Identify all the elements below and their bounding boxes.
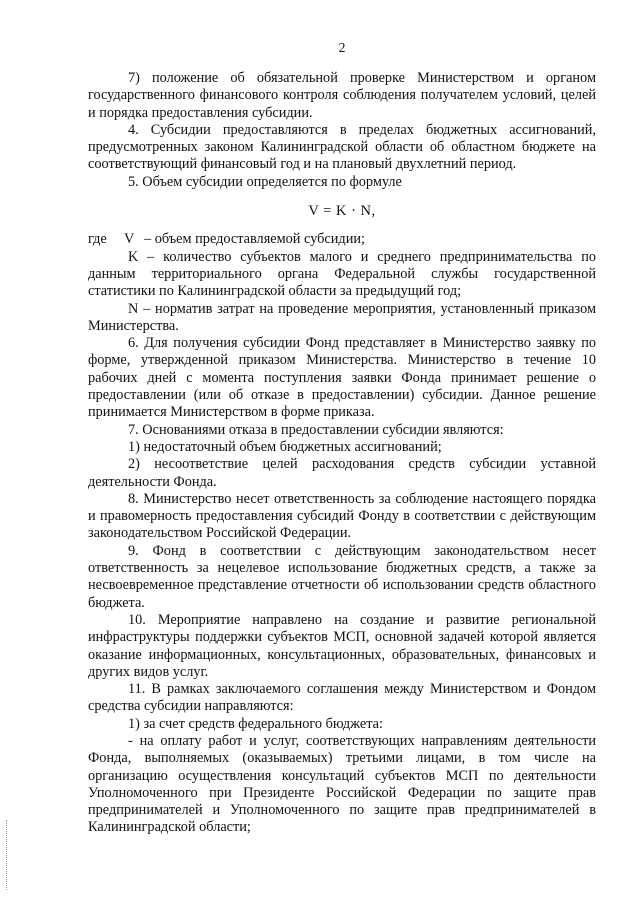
definition-v bbox=[88, 231, 596, 248]
paragraph-7-2: 2) несоответствие целей расходования средств субсидии уставной деятельности Фонда. bbox=[88, 456, 596, 490]
paragraph-11-1: 1) за счет средств федерального бюджета: bbox=[128, 715, 383, 732]
definition-k: K – количество субъектов малого и среднего предпринимательства по данным территориального органа Федеральной службы государственной статистики по Калининградской области за предыдущий год; bbox=[88, 248, 596, 300]
paragraph-5: 5. Объем субсидии определяется по формуле bbox=[128, 173, 402, 190]
paragraph-4: 4. Субсидии предоставляются в пределах бюджетных ассигнований, предусмотренных законом Калининградской области об областном бюджете на соответствующий финансовый год и на плановый двухлетний период. bbox=[88, 121, 596, 173]
document-body bbox=[88, 70, 596, 837]
definition-n: N – норматив затрат на проведение мероприятия, установленный приказом Министерства. bbox=[88, 300, 596, 334]
def-v-text: – объем предоставляемой субсидии; bbox=[144, 231, 365, 248]
paragraph-8: 8. Министерство несет ответственность за соблюдение настоящего порядка и правомерность предоставления субсидий Фонду в соответствии с действующим законодательством Российской Федерации. bbox=[88, 490, 596, 542]
paragraph-7-1: 1) недостаточный объем бюджетных ассигнований; bbox=[128, 438, 442, 455]
paragraph-10: 10. Мероприятие направлено на создание и развитие региональной инфраструктуры поддержки субъектов МСП, основной задачей которой является оказание информационных, консультационных, образовательных, финансовых и других видов услуг. bbox=[88, 611, 596, 680]
page-number: 2 bbox=[338, 41, 346, 56]
where-label: где bbox=[88, 231, 107, 248]
paragraph-9: 9. Фонд в соответствии с действующим законодательством несет ответственность за нецелевое использование бюджетных средств, а также за несвоевременное представление отчетности об использовании средств областного бюджета. bbox=[88, 542, 596, 611]
paragraph-11-dash: - на оплату работ и услуг, соответствующих направлениям деятельности Фонда, выполняемых (оказываемых) третьими лицами, в том числе на организацию осуществления консультаций субъектов МСП по деятельности Уполномоченного при Президенте Российской Федерации по защите прав предпринимателей и Уполномоченного по защите прав предпринимателей в Калининградской области; bbox=[88, 732, 596, 836]
paragraph-7-item: 7) положение об обязательной проверке Министерством и органом государственного финансового контроля соблюдения получателем условий, целей и порядка предоставления субсидии. bbox=[88, 70, 596, 121]
paragraph-11: 11. В рамках заключаемого соглашения между Министерством и Фондом средства субсидии направляются: bbox=[88, 681, 596, 715]
paragraph-7: 7. Основаниями отказа в предоставлении субсидии являются: bbox=[128, 421, 504, 438]
formula: V = K · N, bbox=[308, 203, 376, 220]
scan-margin-mark bbox=[6, 820, 9, 890]
var-v: V bbox=[124, 231, 135, 248]
paragraph-6: 6. Для получения субсидии Фонд представляет в Министерство заявку по форме, утвержденной приказом Министерства. Министерство в течение 10 рабочих дней с момента поступления заявки Фонда принимает решение о предоставлении (или об отказе в предоставлении) субсидии. Данное решение принимается Министерством в форме приказа. bbox=[88, 335, 596, 421]
